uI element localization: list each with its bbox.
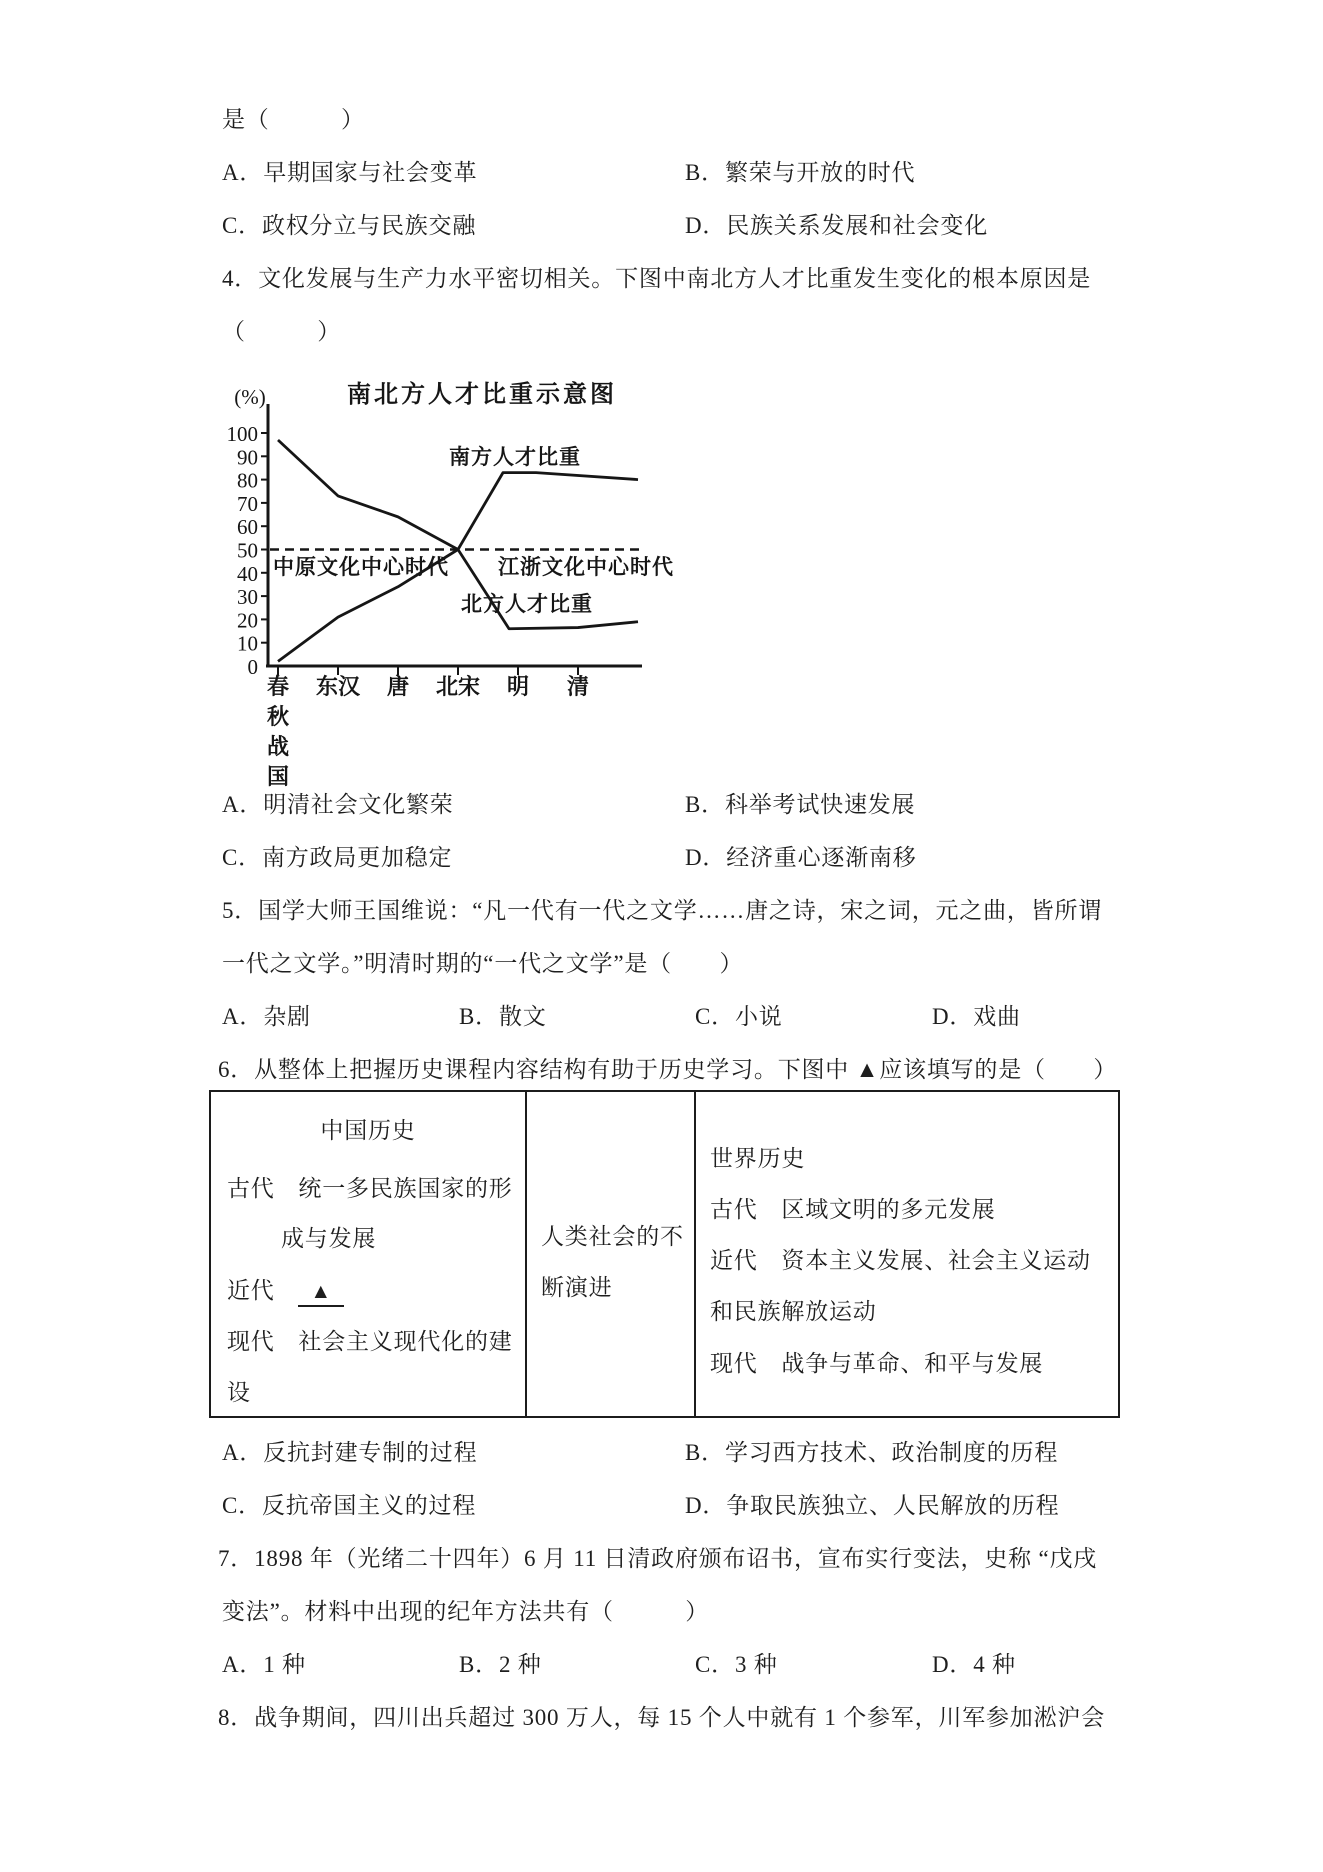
world-ancient-line: 古代 区域文明的多元发展 — [710, 1197, 996, 1222]
blank-triangle-mark: ▲ — [298, 1280, 344, 1307]
svg-text:90: 90 — [237, 445, 258, 470]
spacer — [275, 1278, 299, 1303]
history-structure-table — [209, 1090, 1120, 1418]
q3-option-d: D．民族关系发展和社会变化 — [685, 213, 989, 238]
svg-text:40: 40 — [237, 561, 258, 586]
q6-option-b: B．学习西方技术、政治制度的历程 — [685, 1440, 1059, 1465]
q4-stem-line1: 4．文化发展与生产力水平密切相关。下图中南北方人才比重发生变化的根本原因是 — [222, 266, 1092, 291]
q5-option-a: A．杂剧 — [222, 1004, 311, 1029]
svg-text:北宋: 北宋 — [435, 674, 481, 699]
svg-text:国: 国 — [266, 764, 290, 789]
talent-ratio-chart — [190, 378, 890, 798]
svg-text:唐: 唐 — [386, 674, 410, 699]
q4-option-d: D．经济重心逐渐南移 — [685, 845, 917, 870]
svg-text:(%): (%) — [234, 385, 266, 409]
china-ancient-line2: 成与发展 — [281, 1226, 377, 1251]
svg-text:东汉: 东汉 — [315, 674, 361, 699]
q5-stem-line2: 一代之文学。”明清时期的“一代之文学”是（ ） — [222, 951, 744, 976]
table-cell-world-history — [696, 1092, 1118, 1416]
svg-text:春: 春 — [266, 674, 290, 699]
q6-option-d: D．争取民族独立、人民解放的历程 — [685, 1493, 1060, 1518]
q7-stem-line2: 变法”。材料中出现的纪年方法共有（ ） — [222, 1599, 710, 1624]
world-modern-line1: 近代 资本主义发展、社会主义运动 — [710, 1248, 1091, 1273]
q3-option-b: B．繁荣与开放的时代 — [685, 160, 916, 185]
svg-text:20: 20 — [237, 608, 258, 633]
svg-text:北方人才比重: 北方人才比重 — [461, 592, 593, 616]
svg-text:秋: 秋 — [266, 704, 290, 729]
q5-option-d: D．戏曲 — [932, 1004, 1021, 1029]
q4-stem-line2: （ ） — [222, 319, 341, 344]
world-history-title: 世界历史 — [710, 1146, 806, 1171]
svg-text:南北方人才比重示意图: 南北方人才比重示意图 — [347, 382, 617, 408]
svg-text:60: 60 — [237, 515, 258, 540]
q5-option-b: B．散文 — [459, 1004, 547, 1029]
svg-text:清: 清 — [566, 674, 590, 699]
q3-option-c: C．政权分立与民族交融 — [222, 213, 477, 238]
svg-text:0: 0 — [247, 655, 258, 679]
q8-stem: 8．战争期间，四川出兵超过 300 万人，每 15 个人中就有 1 个参军，川军参加淞沪会 — [218, 1705, 1105, 1730]
svg-text:南方人才比重: 南方人才比重 — [449, 445, 581, 469]
q6-option-c: C．反抗帝国主义的过程 — [222, 1493, 477, 1518]
china-modern-line — [227, 1272, 344, 1307]
svg-text:50: 50 — [237, 538, 258, 563]
talent-chart-svg — [190, 378, 890, 798]
china-ancient-line1: 古代 统一多民族国家的形 — [227, 1176, 513, 1201]
svg-text:10: 10 — [237, 631, 258, 656]
svg-text:明: 明 — [506, 674, 530, 699]
table-cell-china-history — [211, 1092, 527, 1416]
world-contemporary-line: 现代 战争与革命、和平与发展 — [710, 1351, 1044, 1376]
q6-stem: 6．从整体上把握历史课程内容结构有助于历史学习。下图中 ▲应该填写的是（ ） — [218, 1057, 1118, 1082]
q4-option-c: C．南方政局更加稳定 — [222, 845, 453, 870]
human-society-line1: 人类社会的不 — [541, 1224, 684, 1249]
world-modern-line2: 和民族解放运动 — [710, 1299, 877, 1324]
q3-option-a: A．早期国家与社会变革 — [222, 160, 478, 185]
q7-stem-line1: 7．1898 年（光绪二十四年）6 月 11 日清政府颁布诏书，宣布实行变法，史称 “戊戌 — [218, 1546, 1098, 1571]
table-cell-human-society — [527, 1092, 696, 1416]
china-contemporary-line1: 现代 社会主义现代化的建 — [227, 1329, 513, 1354]
q5-stem-line1: 5．国学大师王国维说：“凡一代有一代之文学……唐之诗，宋之词，元之曲，皆所谓 — [222, 898, 1103, 923]
svg-text:100: 100 — [226, 422, 258, 446]
q7-option-c: C．3 种 — [695, 1652, 778, 1677]
svg-text:30: 30 — [237, 585, 258, 610]
svg-text:80: 80 — [237, 468, 258, 493]
svg-text:战: 战 — [266, 734, 290, 759]
q5-option-c: C．小说 — [695, 1004, 783, 1029]
svg-text:中原文化中心时代: 中原文化中心时代 — [273, 555, 449, 579]
china-contemporary-line2: 设 — [227, 1380, 251, 1405]
q7-option-b: B．2 种 — [459, 1652, 542, 1677]
q4-option-a: A．明清社会文化繁荣 — [222, 792, 454, 817]
q6-option-a: A．反抗封建专制的过程 — [222, 1440, 478, 1465]
china-modern-label: 近代 — [227, 1278, 275, 1303]
china-history-title: 中国历史 — [320, 1118, 416, 1143]
q4-option-b: B．科举考试快速发展 — [685, 792, 916, 817]
svg-text:江浙文化中心时代: 江浙文化中心时代 — [498, 555, 674, 579]
q3-stem-tail: 是（ ） — [222, 107, 365, 132]
q7-option-a: A．1 种 — [222, 1652, 306, 1677]
q7-option-d: D．4 种 — [932, 1652, 1016, 1677]
svg-text:70: 70 — [237, 491, 258, 516]
human-society-line2: 断演进 — [541, 1275, 613, 1300]
